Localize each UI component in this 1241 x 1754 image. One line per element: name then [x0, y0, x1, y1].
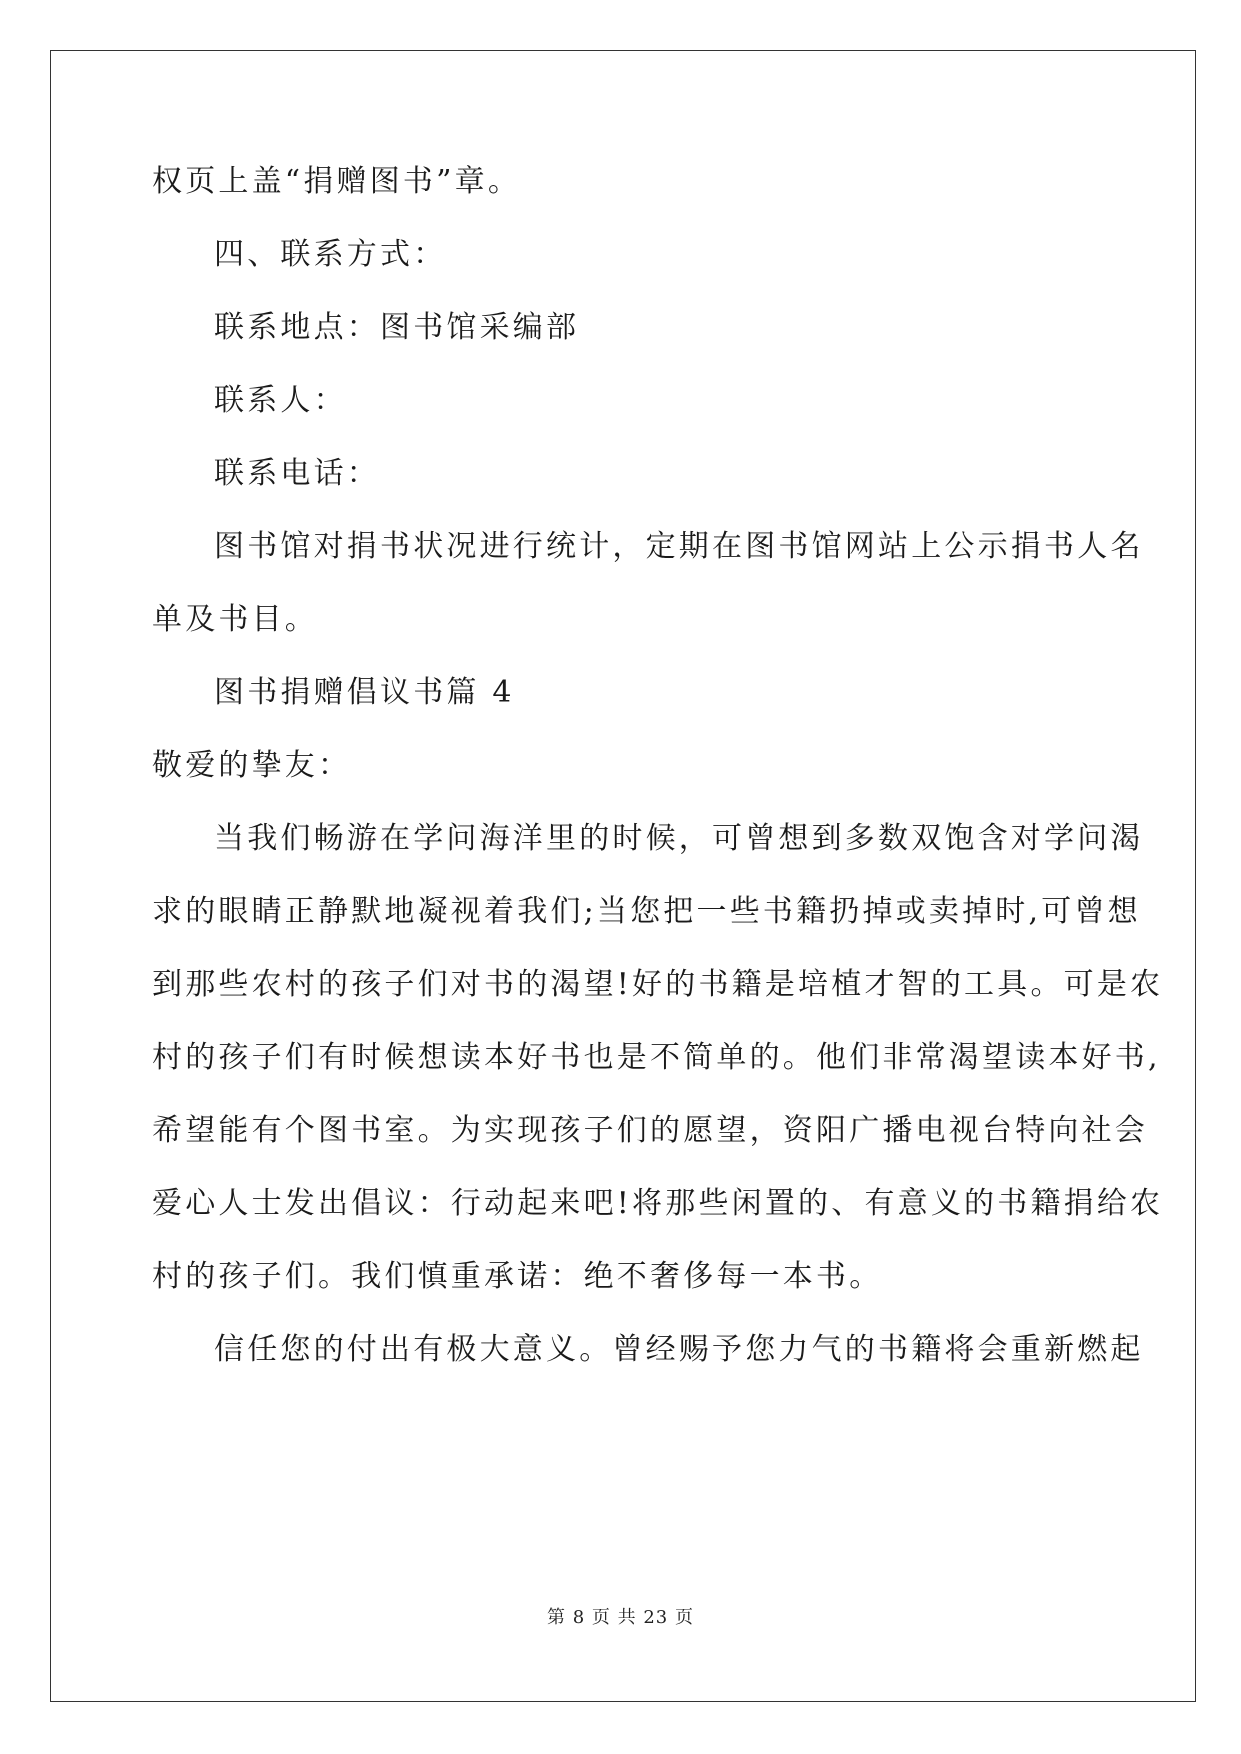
- text-line: 爱心人士发出倡议：行动起来吧!将那些闲置的、有意义的书籍捐给农: [152, 1186, 1164, 1221]
- text-line: 权页上盖“捐赠图书”章。: [152, 164, 522, 199]
- page-number-footer: 第 8 页 共 23 页: [547, 1607, 694, 1628]
- text-line: 联系人：: [214, 383, 347, 418]
- text-line: 到那些农村的孩子们对书的渴望!好的书籍是培植才智的工具。可是农: [152, 967, 1164, 1002]
- text-line: 图书馆对捐书状况进行统计，定期在图书馆网站上公示捐书人名: [214, 529, 1144, 564]
- salutation: 敬爱的挚友：: [152, 748, 352, 783]
- text-line: 联系地点：图书馆采编部: [214, 310, 580, 345]
- text-line: 联系电话：: [214, 456, 380, 491]
- text-line: 村的孩子们有时候想读本好书也是不简单的。他们非常渴望读本好书,: [152, 1040, 1161, 1075]
- text-line: 求的眼睛正静默地凝视着我们;当您把一些书籍扔掉或卖掉时,可曾想: [152, 894, 1141, 929]
- page-border: [50, 50, 1196, 1702]
- text-line: 信任您的付出有极大意义。曾经赐予您力气的书籍将会重新燃起: [214, 1332, 1144, 1367]
- article-title: 图书捐赠倡议书篇 4: [214, 675, 515, 710]
- text-line: 希望能有个图书室。为实现孩子们的愿望，资阳广播电视台特向社会: [152, 1113, 1148, 1148]
- text-line: 当我们畅游在学问海洋里的时候，可曾想到多数双饱含对学问渴: [214, 821, 1144, 856]
- section-heading: 四、联系方式：: [214, 237, 447, 272]
- text-line: 村的孩子们。我们慎重承诺：绝不奢侈每一本书。: [152, 1259, 883, 1294]
- text-line: 单及书目。: [152, 602, 318, 637]
